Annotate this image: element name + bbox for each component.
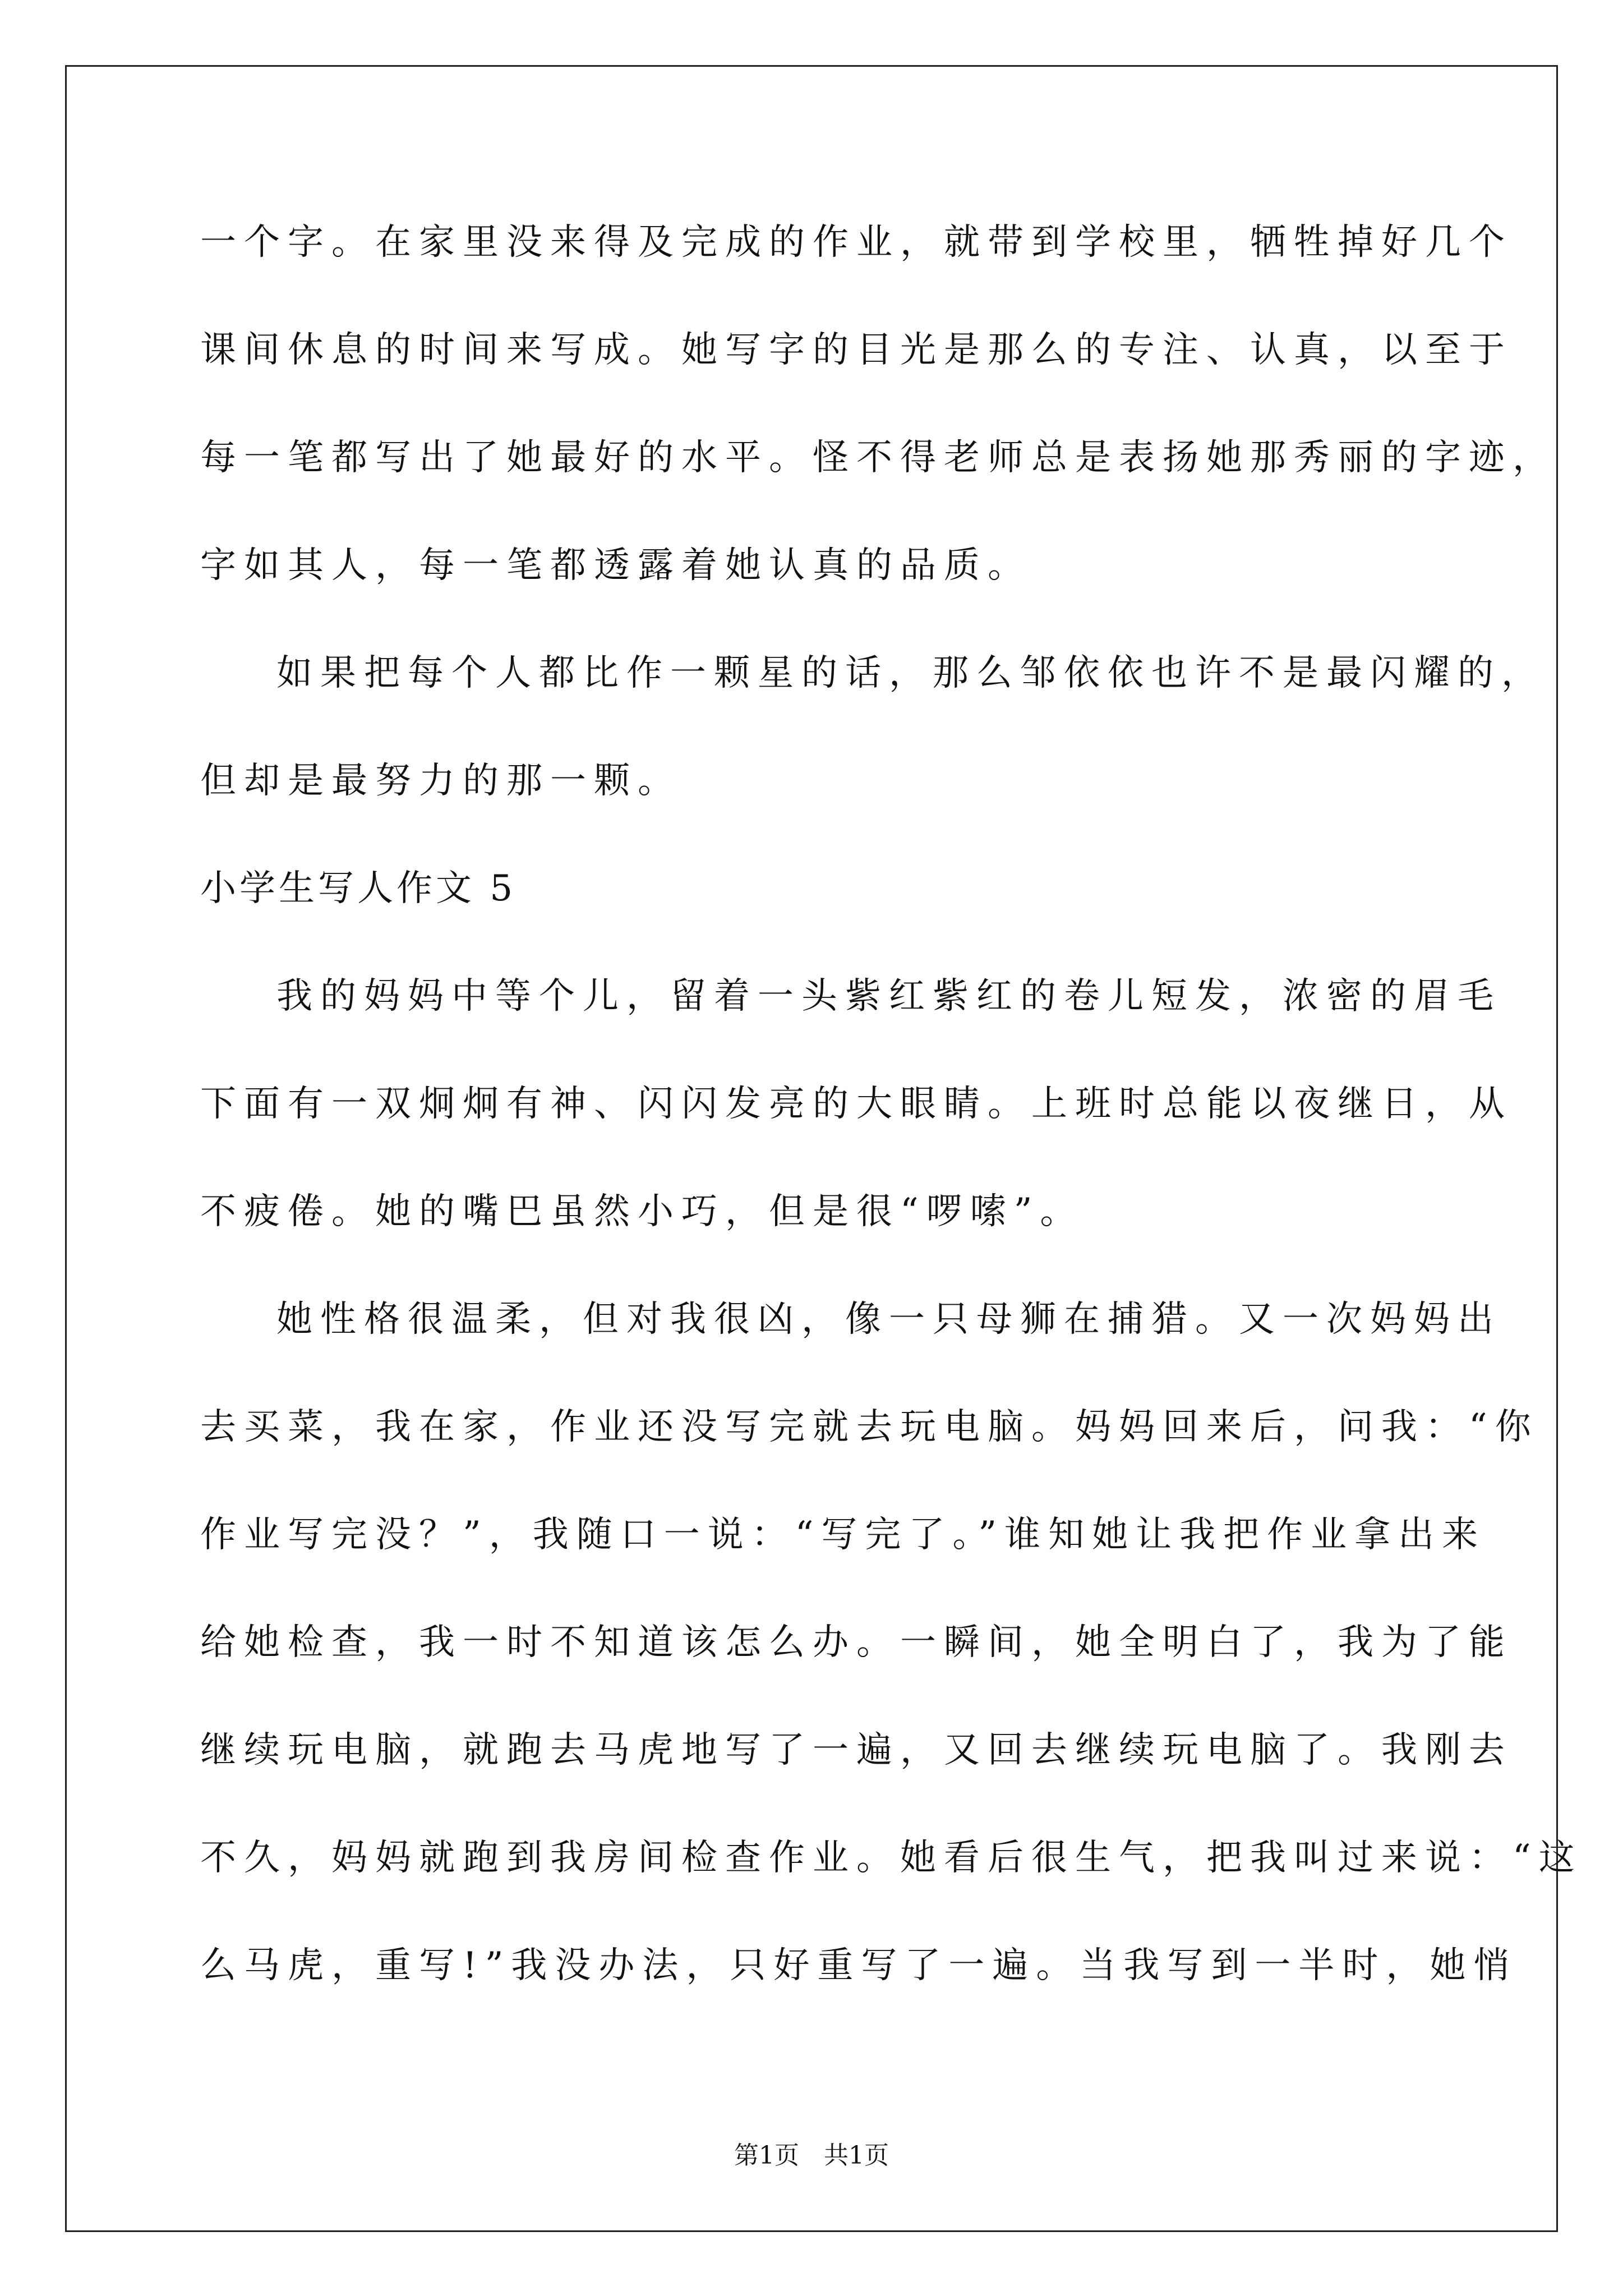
section-heading: 小学生写人作文 5 [200, 868, 517, 909]
text-line: 作业写完没？”，我随口一说：“写完了。”谁知她让我把作业拿出来 [200, 1514, 1486, 1556]
text-line: 课间休息的时间来写成。她写字的目光是那么的专注、认真，以至于 [200, 329, 1513, 371]
text-line: 下面有一双炯炯有神、闪闪发亮的大眼睛。上班时总能以夜继日，从 [200, 1083, 1513, 1125]
text-line: 么马虎，重写!”我没办法，只好重写了一遍。当我写到一半时，她悄 [200, 1945, 1518, 1986]
text-line: 不疲倦。她的嘴巴虽然小巧，但是很“啰嗦”。 [200, 1191, 1084, 1232]
text-line: 字如其人，每一笔都透露着她认真的品质。 [200, 545, 1031, 586]
document-body [200, 213, 1583, 2044]
text-line: 一个字。在家里没来得及完成的作业，就带到学校里，牺牲掉好几个 [200, 222, 1513, 263]
text-line: 去买菜，我在家，作业还没写完就去玩电脑。妈妈回来后，问我：“你 [200, 1406, 1539, 1448]
text-line: 我的妈妈中等个儿，留着一头紫红紫红的卷儿短发，浓密的眉毛 [276, 976, 1501, 1017]
text-line: 如果把每个人都比作一颗星的话，那么邹依依也许不是最闪耀的， [276, 652, 1545, 694]
text-line: 给她检查，我一时不知道该怎么办。一瞬间，她全明白了，我为了能 [200, 1622, 1513, 1663]
page-footer: 第1页 共1页 [734, 2141, 889, 2170]
text-line: 不久，妈妈就跑到我房间检查作业。她看后很生气，把我叫过来说：“这 [200, 1837, 1583, 1879]
text-line: 继续玩电脑，就跑去马虎地写了一遍，又回去继续玩电脑了。我刚去 [200, 1729, 1513, 1771]
text-line: 她性格很温柔，但对我很凶，像一只母狮在捕猎。又一次妈妈出 [276, 1299, 1501, 1340]
text-line: 但却是最努力的那一颗。 [200, 760, 681, 802]
text-line: 每一笔都写出了她最好的水平。怪不得老师总是表扬她那秀丽的字迹， [200, 437, 1556, 478]
